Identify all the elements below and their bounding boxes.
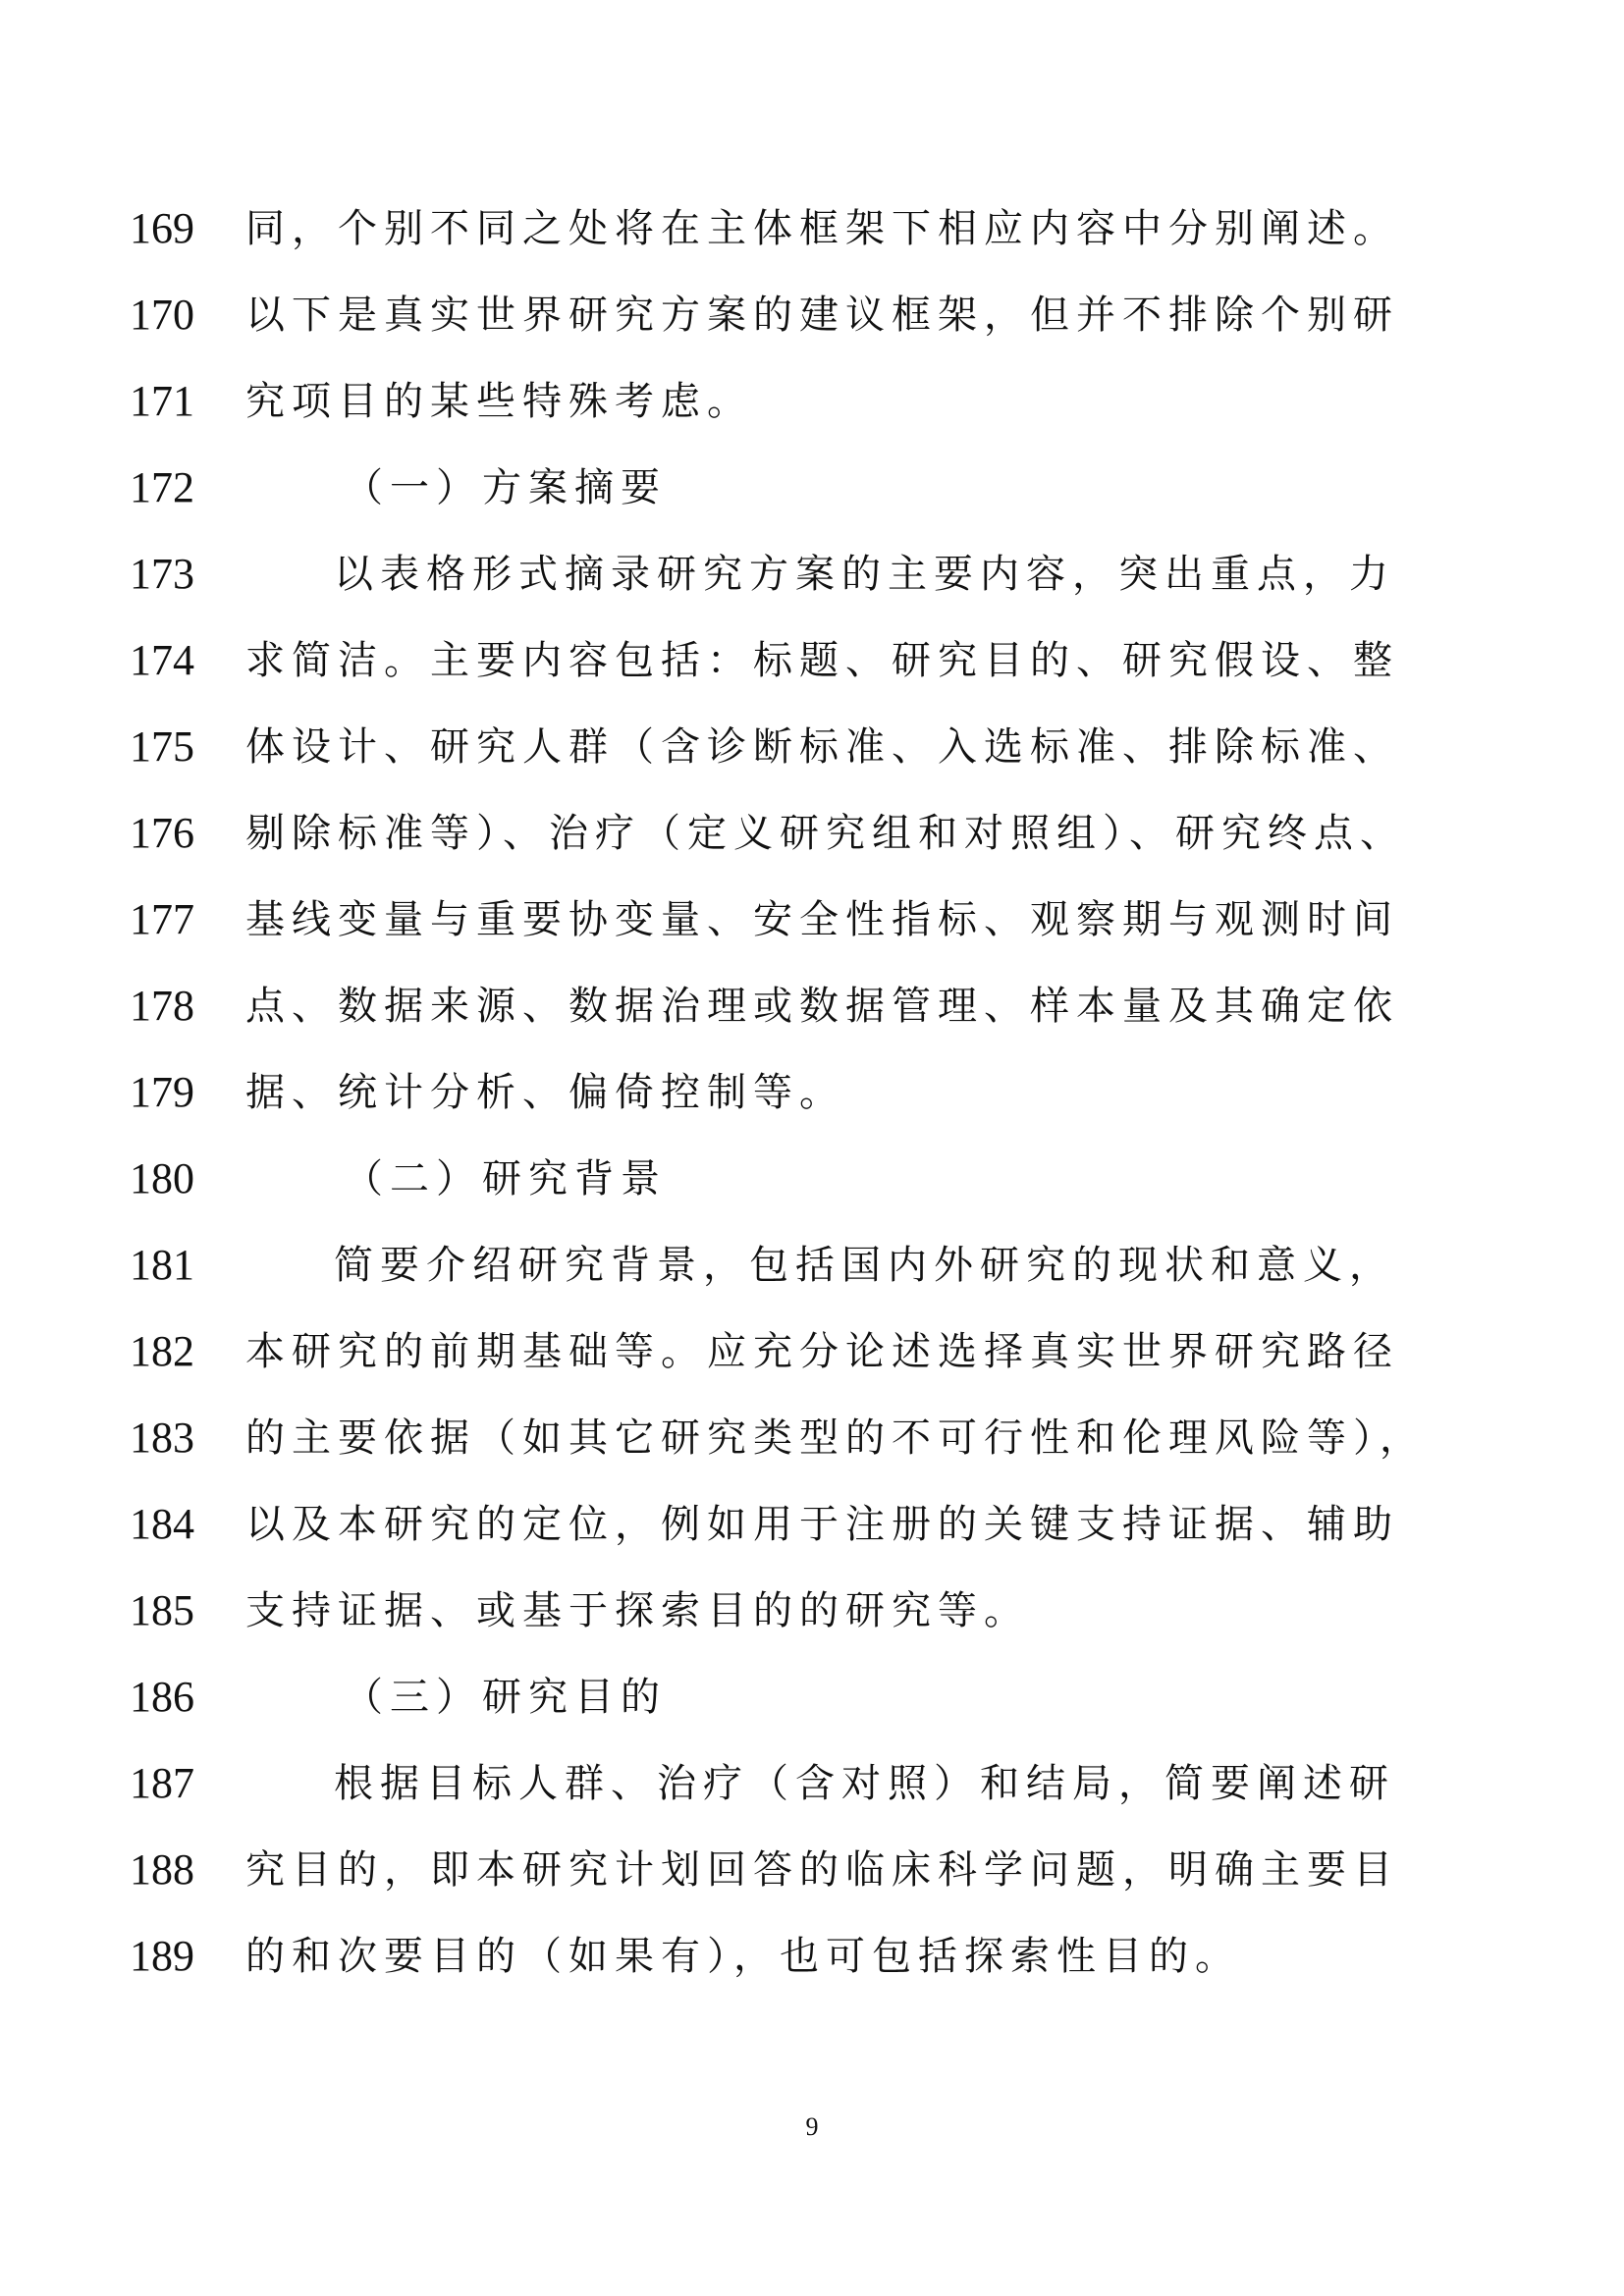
line-text: 根据目标人群、治疗（含对照）和结局，简要阐述研 bbox=[334, 1761, 1395, 1806]
line-number: 189 bbox=[130, 1932, 194, 1980]
line-text: 体设计、研究人群（含诊断标准、入选标准、排除标准、 bbox=[245, 724, 1399, 770]
text-line bbox=[0, 631, 1624, 690]
page-number: 9 bbox=[805, 2112, 819, 2141]
line-number: 177 bbox=[130, 895, 194, 943]
line-text: 据、统计分析、偏倚控制等。 bbox=[245, 1070, 845, 1115]
line-text: 剔除标准等）、治疗（定义研究组和对照组）、研究终点、 bbox=[245, 811, 1406, 856]
line-number: 187 bbox=[130, 1759, 194, 1807]
line-text: 点、数据来源、数据治理或数据管理、样本量及其确定依 bbox=[245, 984, 1399, 1029]
line-number: 172 bbox=[130, 463, 194, 511]
text-line bbox=[0, 1495, 1624, 1554]
line-text: 的和次要目的（如果有），也可包括探索性目的。 bbox=[245, 1934, 1241, 1979]
line-number: 175 bbox=[130, 722, 194, 771]
line-text: 基线变量与重要协变量、安全性指标、观察期与观测时间 bbox=[245, 897, 1399, 942]
line-number: 174 bbox=[130, 636, 194, 684]
line-number: 180 bbox=[130, 1154, 194, 1202]
text-line bbox=[0, 1236, 1624, 1295]
text-line bbox=[0, 718, 1624, 776]
text-line bbox=[0, 1322, 1624, 1381]
line-text: 简要介绍研究背景，包括国内外研究的现状和意义， bbox=[334, 1243, 1395, 1288]
text-line bbox=[0, 199, 1624, 258]
line-text: 以下是真实世界研究方案的建议框架，但并不排除个别研 bbox=[245, 293, 1399, 338]
line-text: 支持证据、或基于探索目的的研究等。 bbox=[245, 1588, 1030, 1633]
line-number: 188 bbox=[130, 1845, 194, 1894]
text-line bbox=[0, 977, 1624, 1036]
line-text: 究项目的某些特殊考虑。 bbox=[245, 379, 753, 424]
line-number: 182 bbox=[130, 1327, 194, 1375]
line-text: 以及本研究的定位，例如用于注册的关键支持证据、辅助 bbox=[245, 1502, 1399, 1547]
line-text: 本研究的前期基础等。应充分论述选择真实世界研究路径 bbox=[245, 1329, 1399, 1374]
line-number: 179 bbox=[130, 1068, 194, 1116]
line-text: 同，个别不同之处将在主体框架下相应内容中分别阐述。 bbox=[245, 206, 1399, 251]
line-text: 求简洁。主要内容包括：标题、研究目的、研究假设、整 bbox=[245, 638, 1399, 683]
text-line bbox=[0, 372, 1624, 431]
line-number: 184 bbox=[130, 1500, 194, 1548]
line-number: 178 bbox=[130, 982, 194, 1030]
text-line bbox=[0, 890, 1624, 949]
text-line bbox=[0, 545, 1624, 604]
line-number: 185 bbox=[130, 1586, 194, 1634]
text-line bbox=[0, 1841, 1624, 1899]
text-line bbox=[0, 804, 1624, 863]
section-heading: （一）方案摘要 bbox=[344, 465, 667, 510]
section-heading: （三）研究目的 bbox=[344, 1675, 667, 1720]
text-line bbox=[0, 1927, 1624, 1986]
text-line bbox=[0, 1581, 1624, 1640]
line-number: 173 bbox=[130, 550, 194, 598]
text-line bbox=[0, 1754, 1624, 1813]
text-line bbox=[0, 1409, 1624, 1468]
line-number: 170 bbox=[130, 291, 194, 339]
line-number: 183 bbox=[130, 1414, 194, 1462]
text-line bbox=[0, 458, 1624, 517]
section-heading: （二）研究背景 bbox=[344, 1156, 667, 1201]
text-line bbox=[0, 1063, 1624, 1122]
line-number: 171 bbox=[130, 377, 194, 425]
line-number: 186 bbox=[130, 1673, 194, 1721]
text-line bbox=[0, 286, 1624, 345]
line-text: 究目的，即本研究计划回答的临床科学问题，明确主要目 bbox=[245, 1847, 1399, 1893]
line-text: 以表格形式摘录研究方案的主要内容，突出重点，力 bbox=[334, 552, 1395, 597]
line-number: 176 bbox=[130, 809, 194, 857]
line-number: 181 bbox=[130, 1241, 194, 1289]
text-line bbox=[0, 1149, 1624, 1208]
line-number: 169 bbox=[130, 204, 194, 252]
line-text: 的主要依据（如其它研究类型的不可行性和伦理风险等）， bbox=[245, 1415, 1426, 1461]
text-line bbox=[0, 1668, 1624, 1727]
